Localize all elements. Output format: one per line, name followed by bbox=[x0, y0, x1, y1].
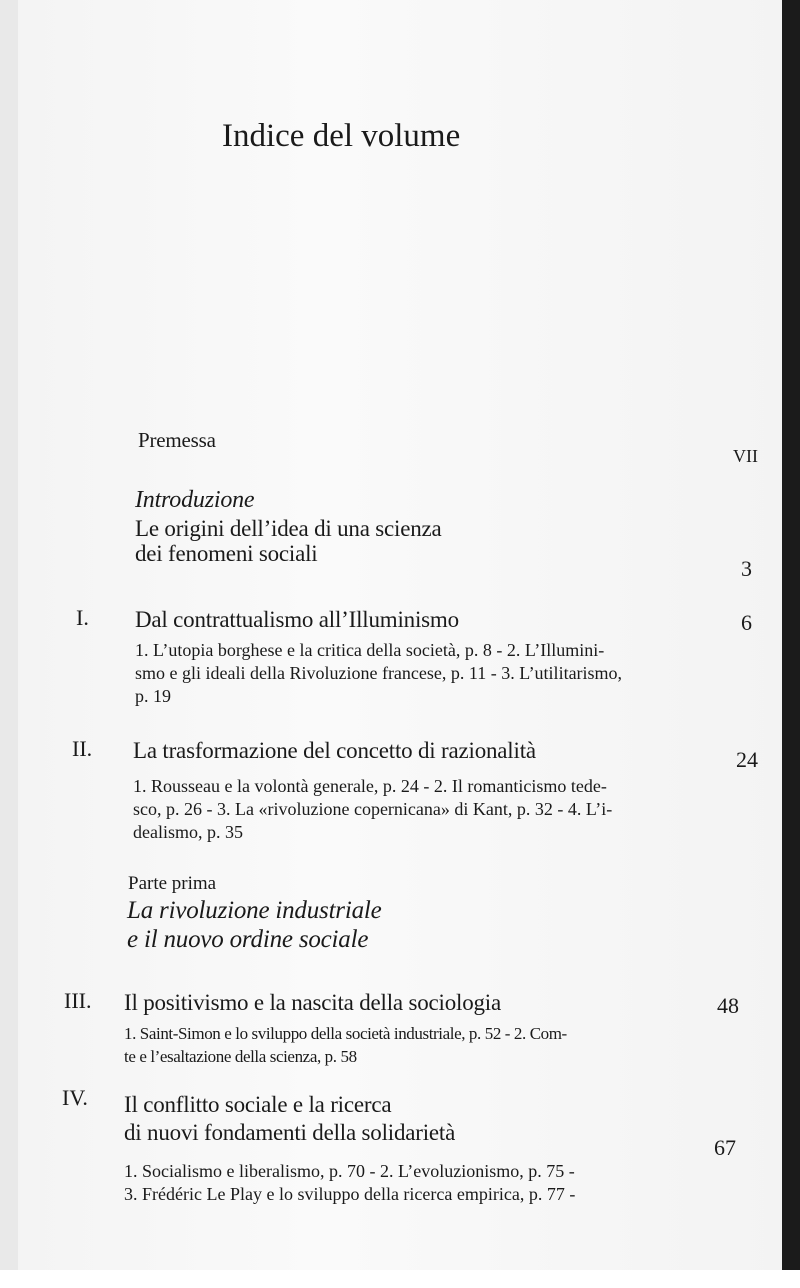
chapter-title: La trasformazione del concetto di razionalità bbox=[133, 738, 536, 763]
desc-line: 3. Frédéric Le Play e lo sviluppo della ricerca empirica, p. 77 - bbox=[124, 1184, 576, 1204]
chapter-page: 24 bbox=[736, 747, 758, 772]
chapter-page: 48 bbox=[717, 993, 739, 1018]
chapter-number: IV. bbox=[62, 1085, 88, 1110]
desc-line: 1. L’utopia borghese e la critica della società, p. 8 - 2. L’Illumini- bbox=[135, 640, 605, 660]
chapter-title: di nuovi fondamenti della solidarietà bbox=[124, 1120, 456, 1145]
chapter-number: II. bbox=[72, 736, 93, 761]
part-label: Parte prima bbox=[128, 873, 217, 894]
desc-line: 1. Socialismo e liberalismo, p. 70 - 2. L’evoluzionismo, p. 75 - bbox=[124, 1161, 575, 1181]
scan-margin bbox=[0, 1270, 800, 1288]
chapter-description bbox=[124, 1022, 694, 1068]
introduzione-title: Le origini dell’idea di una scienza bbox=[135, 516, 442, 541]
desc-line: te e l’esaltazione della scienza, p. 58 bbox=[124, 1047, 357, 1066]
desc-line: smo e gli ideali della Rivoluzione francese, p. 11 - 3. L’utilitarismo, bbox=[135, 663, 623, 683]
introduzione-page: 3 bbox=[741, 556, 752, 581]
chapter-description bbox=[135, 639, 705, 708]
chapter-title: Il positivismo e la nascita della sociologia bbox=[124, 990, 502, 1015]
chapter-title: Il conflitto sociale e la ricerca bbox=[124, 1092, 392, 1117]
desc-line: 1. Rousseau e la volontà generale, p. 24 - 2. Il romanticismo tede- bbox=[133, 776, 607, 796]
desc-line: p. 19 bbox=[135, 686, 171, 706]
introduzione-title: dei fenomeni sociali bbox=[135, 541, 318, 566]
book-page bbox=[18, 0, 782, 1270]
premessa-label: Premessa bbox=[138, 428, 216, 452]
part-title: La rivoluzione industriale bbox=[127, 897, 382, 924]
desc-line: dealismo, p. 35 bbox=[133, 822, 243, 842]
page-title: Indice del volume bbox=[222, 118, 461, 154]
chapter-description bbox=[124, 1160, 724, 1206]
introduzione-label: Introduzione bbox=[135, 487, 255, 513]
scan-edge bbox=[782, 0, 800, 1288]
desc-line: sco, p. 26 - 3. La «rivoluzione copernicana» di Kant, p. 32 - 4. L’i- bbox=[133, 799, 613, 819]
chapter-number: I. bbox=[76, 605, 89, 630]
part-title: e il nuovo ordine sociale bbox=[127, 926, 369, 953]
chapter-description bbox=[133, 775, 703, 844]
chapter-page: 6 bbox=[741, 610, 752, 635]
desc-line: 1. Saint-Simon e lo sviluppo della società industriale, p. 52 - 2. Com- bbox=[124, 1024, 567, 1043]
chapter-title: Dal contrattualismo all’Illuminismo bbox=[135, 607, 459, 632]
premessa-page: VII bbox=[733, 446, 758, 466]
chapter-number: III. bbox=[64, 988, 92, 1013]
chapter-page: 67 bbox=[714, 1135, 736, 1160]
